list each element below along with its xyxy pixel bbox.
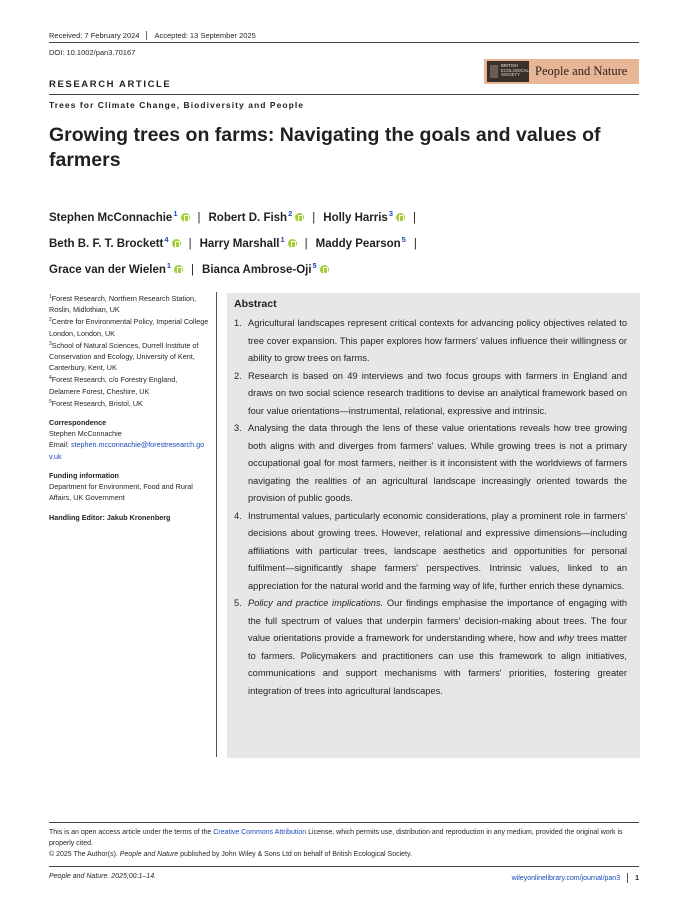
affiliation-number: 4 xyxy=(49,375,52,382)
abstract-list xyxy=(234,315,627,700)
handling-editor: Handling Editor: Jakub Kronenberg xyxy=(49,513,171,523)
bes-logo-text: BRITISH ECOLOGICAL SOCIETY xyxy=(501,63,529,78)
accepted-date: Accepted: 13 September 2025 xyxy=(154,31,256,40)
abstract-item xyxy=(234,368,627,421)
orcid-icon[interactable] xyxy=(181,213,190,222)
abstract-heading: Abstract xyxy=(234,298,277,310)
license-text: License, which permits use, distribution and reproduction in any medium, provided the original work is properly cited. xyxy=(49,829,623,847)
author-separator: | xyxy=(413,212,416,224)
item-number: 4. xyxy=(234,510,242,521)
affiliation-text: Forest Research, Bristol, UK xyxy=(51,398,143,408)
affiliation-text: Centre for Environmental Policy, Imperial College London, London, UK xyxy=(49,317,209,338)
abstract-item xyxy=(234,420,627,508)
orcid-icon[interactable] xyxy=(288,239,297,248)
article-sidebar xyxy=(49,292,209,524)
author-name[interactable]: Beth B. F. T. Brockett xyxy=(49,238,164,250)
item-text: Analysing the data through the lens of these value orientations reveals how tree growing both aligns with and diverges from farmers' values. While growing trees is not a primary occupational goal for most farmers, neither is it inconsistent with the worldviews of farmers navigating the realities of an agricultural landscape increasingly oriented towards the provision of public goods. xyxy=(248,423,627,503)
author-separator: | xyxy=(188,238,192,250)
item-text: Research is based on 49 interviews and two focus groups with farmers in England and draws on two social science research traditions to devise an analytical framework based on four value orientations—instrumental, relational, expressive and intrinsic. xyxy=(248,370,627,416)
license-text: This is an open access article under the terms of the xyxy=(49,829,214,836)
affiliation-ref[interactable]: 2 xyxy=(288,209,293,218)
journal-citation: People and Nature. 2025;00:1–14. xyxy=(49,873,157,880)
affiliation-ref[interactable]: 4 xyxy=(164,235,169,244)
abstract-item xyxy=(234,508,627,596)
author-name[interactable]: Grace van der Wielen xyxy=(49,264,166,276)
bes-logo-mark xyxy=(487,61,529,82)
affiliation-text: Forest Research, c/o Forestry England, Delamere Forest, Cheshire, UK xyxy=(49,375,178,396)
creative-commons-link[interactable]: Creative Commons Attribution xyxy=(213,829,307,836)
funding-heading: Funding information xyxy=(49,470,119,480)
copyright-journal: People and Nature xyxy=(119,851,179,858)
item-text: Instrumental values, particularly economic considerations, play a prominent role in farmers' decisions about growing trees. However, relational and expressive dimensions—including affiliations with particular trees, landscape aesthetics and opportunities for personal fulfilment—significantly shape farmers' perspectives. Intrinsic values, linked to an appreciation for the natural world and the farming way of life, further enrich these dynamics. xyxy=(248,510,627,591)
orcid-icon[interactable] xyxy=(396,213,405,222)
divider xyxy=(146,31,147,40)
article-type: RESEARCH ARTICLE xyxy=(49,79,172,90)
author-name[interactable]: Stephen McConnachie xyxy=(49,212,173,224)
affiliation-ref[interactable]: 3 xyxy=(388,209,393,218)
sidebar-divider xyxy=(216,292,217,757)
orcid-icon[interactable] xyxy=(320,265,329,274)
affiliation-ref[interactable]: 1 xyxy=(166,261,172,270)
item-text: Our findings emphasise the importance of engaging with the full spectrum of values that underpin farmers' decision-making about trees. The four value orientations provide a framework for understanding where, how and xyxy=(248,598,627,643)
author-name[interactable]: Harry Marshall xyxy=(199,238,280,250)
affiliation-number: 3 xyxy=(49,340,52,347)
affiliation xyxy=(49,397,209,409)
license-notice xyxy=(49,827,639,860)
orcid-icon[interactable] xyxy=(174,265,183,274)
item-number: 1. xyxy=(234,318,242,328)
affiliation-number: 2 xyxy=(49,317,52,324)
item-emphasis: why xyxy=(557,633,575,643)
funding-text: Department for Environment, Food and Rural Affairs, UK Government xyxy=(49,482,193,503)
affiliation xyxy=(49,292,209,315)
header-rule xyxy=(49,94,639,95)
copyright-text: © 2025 The Author(s). xyxy=(49,851,120,858)
affiliation-number: 1 xyxy=(49,294,52,300)
affiliation xyxy=(49,373,209,396)
author-separator: | xyxy=(191,264,195,276)
journal-logo-name: People and Nature xyxy=(535,64,628,78)
item-lead: Policy and practice implications. xyxy=(248,598,384,608)
doi[interactable]: DOI: 10.1002/pan3.70167 xyxy=(49,48,136,57)
item-text: Agricultural landscapes represent critical contexts for advancing policy objectives related to tree cover expansion. This paper explores how farmers' values influence their willingness or ability to grow trees on farms. xyxy=(248,318,627,363)
received-date: Received: 7 February 2024 xyxy=(49,31,140,40)
author-name[interactable]: Bianca Ambrose-Oji xyxy=(202,264,312,276)
author-name[interactable]: Holly Harris xyxy=(323,212,388,224)
orcid-icon[interactable] xyxy=(172,239,181,248)
author-name[interactable]: Maddy Pearson xyxy=(315,238,401,250)
footer-right xyxy=(512,873,639,883)
affiliation-ref[interactable]: 5 xyxy=(401,235,406,244)
abstract-item xyxy=(234,595,627,700)
author-separator: | xyxy=(197,212,201,224)
divider xyxy=(627,873,628,883)
abstract-item xyxy=(234,315,627,368)
affiliation-ref[interactable]: 5 xyxy=(312,261,317,270)
affiliation xyxy=(49,339,209,374)
affiliation-ref[interactable]: 1 xyxy=(173,209,178,218)
footer-rule xyxy=(49,822,639,823)
abstract-box xyxy=(227,293,640,758)
copyright-text: published by John Wiley & Sons Ltd on behalf of British Ecological Society. xyxy=(178,851,412,858)
author-separator: | xyxy=(304,238,308,250)
author-list xyxy=(49,203,639,281)
author-name[interactable]: Robert D. Fish xyxy=(208,212,288,224)
correspondence-email-line xyxy=(49,439,209,461)
affiliation-text: School of Natural Sciences, Durrell Institute of Conservation and Ecology, University of Kent, Canterbury, Kent, UK xyxy=(49,340,199,373)
special-feature-label: Trees for Climate Change, Biodiversity and People xyxy=(49,100,305,110)
item-number: 5. xyxy=(234,598,242,608)
journal-logo[interactable] xyxy=(484,59,639,84)
item-number: 2. xyxy=(234,370,242,381)
correspondence-email-link[interactable]: stephen.mcconnachie@forestresearch.gov.uk xyxy=(49,440,205,461)
page-number: 1 xyxy=(635,874,639,882)
correspondence-name: Stephen McConnachie xyxy=(49,429,122,439)
item-text: trees matter to farmers. Policymakers and practitioners can use this framework to align initiatives, communications and support mechanisms with farmers' priorities, fostering greater integration of trees into agricultural landscapes. xyxy=(248,633,628,696)
article-dates xyxy=(49,31,256,40)
correspondence-heading: Correspondence xyxy=(49,418,107,428)
orcid-icon[interactable] xyxy=(295,213,304,222)
affiliation-ref[interactable]: 1 xyxy=(280,235,285,244)
affiliation-number: 5 xyxy=(49,398,52,405)
header-rule xyxy=(49,42,639,43)
article-title: Growing trees on farms: Navigating the goals and values of farmers xyxy=(49,124,601,171)
author-separator: | xyxy=(413,238,417,250)
footer-rule xyxy=(49,866,639,867)
bes-emblem-icon xyxy=(490,65,498,78)
journal-url-link[interactable]: wileyonlinelibrary.com/journal/pan3 xyxy=(511,874,621,882)
email-label: Email: xyxy=(49,440,71,450)
affiliation-text: Forest Research, Northern Research Station, Roslin, Midlothian, UK xyxy=(49,294,196,315)
author-separator: | xyxy=(312,212,316,224)
item-number: 3. xyxy=(234,423,242,433)
affiliation xyxy=(49,315,209,338)
